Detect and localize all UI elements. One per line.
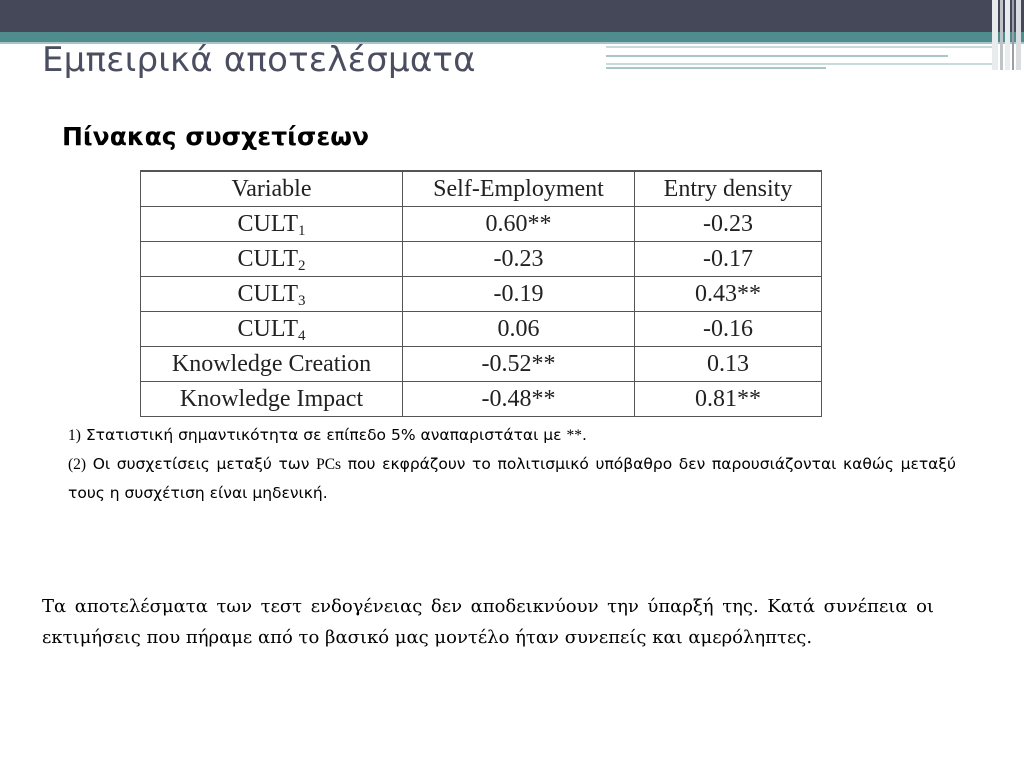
footnote-marker: (2): [68, 456, 87, 473]
variable-cell: $CULT_3$: [141, 277, 403, 312]
column-header-self-employment: Self-Employment: [403, 171, 635, 207]
footnote-text: Στατιστική σημαντικότητα σε επίπεδο 5% αναπαριστάται με: [85, 426, 562, 444]
variable-cell: $CULT_1$: [141, 207, 403, 242]
self-employment-cell: -0.19: [403, 277, 635, 312]
variable-cell: $CULT_2$: [141, 242, 403, 277]
variable-cell: Knowledge Impact: [141, 382, 403, 417]
self-employment-cell: -0.48**: [403, 382, 635, 417]
table-footnotes: [68, 421, 956, 508]
entry-density-cell: -0.17: [635, 242, 822, 277]
entry-density-cell: 0.81**: [635, 382, 822, 417]
slide-title: Εμπειρικά αποτελέσματα: [42, 40, 476, 80]
self-employment-cell: -0.23: [403, 242, 635, 277]
footnote-2: [68, 450, 956, 508]
footnote-end: .: [581, 426, 587, 444]
table-row: [141, 207, 822, 242]
entry-density-cell: 0.13: [635, 347, 822, 382]
table-title: Πίνακας συσχετίσεων: [62, 122, 370, 151]
variable-cell: $CULT_4$: [141, 312, 403, 347]
header-corner-stripes: [992, 0, 1024, 70]
self-employment-cell: 0.60**: [403, 207, 635, 242]
footnote-text: Οι συσχετίσεις μεταξύ των: [92, 455, 310, 473]
column-header-entry-density: Entry density: [635, 171, 822, 207]
self-employment-cell: 0.06: [403, 312, 635, 347]
entry-density-cell: 0.43**: [635, 277, 822, 312]
entry-density-cell: -0.16: [635, 312, 822, 347]
footnote-symbol: **: [566, 427, 582, 444]
header-decoration-line: [606, 67, 826, 69]
table-row: [141, 382, 822, 417]
header-decoration-line: [606, 63, 992, 65]
header-bar: [0, 0, 1024, 32]
table-header-row: [141, 171, 822, 207]
table-row: [141, 312, 822, 347]
conclusion-paragraph: Τα αποτελέσματα των τεστ ενδογένειας δεν αποδεικνύουν την ύπαρξή της. Κατά συνέπεια οι εκτιμήσεις που πήραμε από το βασικό μας μοντέλο ήταν συνεπείς και αμερόληπτες.: [42, 596, 934, 648]
header-decoration-line: [606, 46, 992, 48]
entry-density-cell: -0.23: [635, 207, 822, 242]
header-decoration-line: [606, 55, 948, 57]
variable-cell: Knowledge Creation: [141, 347, 403, 382]
correlation-table: [140, 170, 822, 417]
table-row: [141, 277, 822, 312]
footnote-text: που εκφράζουν το πολιτισμικό υπόβαθρο δεν παρουσιάζονται καθώς μεταξύ τους η συσχέτιση είναι μηδενική.: [68, 455, 956, 502]
footnote-1: [68, 421, 956, 450]
footnote-abbrev: PCs: [316, 456, 342, 473]
footnote-marker: 1): [68, 427, 81, 444]
column-header-variable: Variable: [141, 171, 403, 207]
table-row: [141, 242, 822, 277]
table-row: [141, 347, 822, 382]
self-employment-cell: -0.52**: [403, 347, 635, 382]
